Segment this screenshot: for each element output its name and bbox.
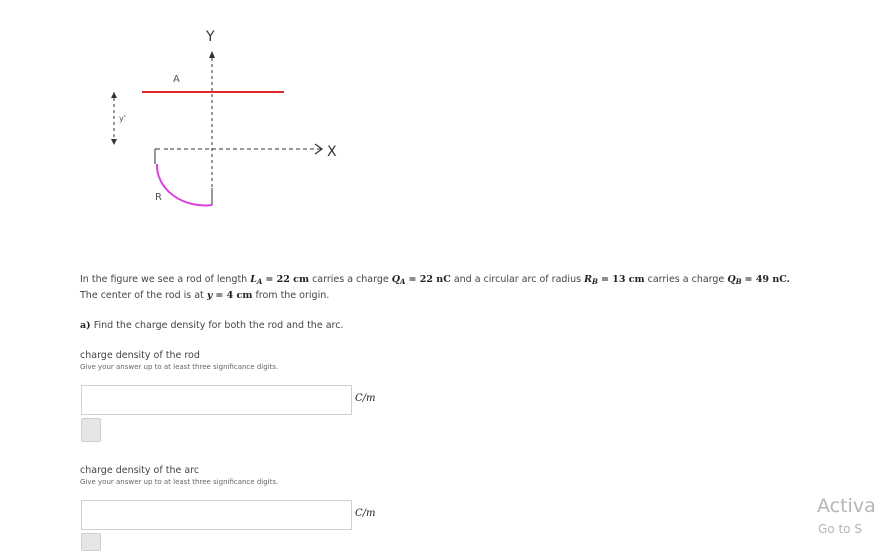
offset-arrow-up-icon bbox=[111, 92, 117, 98]
arc-charge-value: = 49 nC. bbox=[744, 274, 790, 285]
arc-radius-value: = 13 cm bbox=[600, 274, 645, 285]
y-axis-label: Y bbox=[206, 29, 215, 45]
x-axis-label: X bbox=[327, 144, 337, 160]
center-value: = 4 cm bbox=[215, 290, 253, 301]
problem-intro-text: In the figure we see a rod of length bbox=[80, 274, 248, 285]
center-symbol: y bbox=[206, 290, 213, 301]
question-hint-arc: Give your answer up to at least three significance digits. bbox=[80, 478, 279, 486]
part-a-text: Find the charge density for both the rod and the arc. bbox=[93, 320, 344, 331]
problem-text-carries: carries a charge bbox=[312, 274, 389, 285]
problem-text-carries-2: carries a charge bbox=[647, 274, 725, 285]
problem-line-2 bbox=[80, 290, 329, 301]
part-a-letter: a) bbox=[80, 320, 91, 331]
rod-length-symbol: L bbox=[250, 274, 257, 285]
problem-origin-text: from the origin. bbox=[255, 290, 330, 301]
rod-arc-figure bbox=[0, 0, 400, 230]
question-label-rod: charge density of the rod bbox=[80, 350, 200, 361]
arc-radius-subscript: B bbox=[591, 277, 598, 286]
rod-density-input[interactable] bbox=[81, 385, 352, 415]
arc-charge-symbol: Q bbox=[727, 274, 736, 285]
problem-line-1 bbox=[80, 274, 790, 286]
arc-density-input[interactable] bbox=[81, 500, 352, 530]
rod-charge-value: = 22 nC bbox=[408, 274, 451, 285]
rod-density-unit: C/m bbox=[355, 393, 376, 404]
offset-arrow-down-icon bbox=[111, 139, 117, 145]
rod-charge-symbol: Q bbox=[391, 274, 401, 285]
rod-charge-subscript: A bbox=[400, 277, 406, 286]
arc-density-unit: C/m bbox=[355, 508, 376, 519]
arc-charge-subscript: B bbox=[735, 277, 742, 286]
rod-label: A bbox=[173, 74, 180, 85]
y-axis-arrow-icon bbox=[209, 51, 215, 58]
activation-watermark-title: Activa bbox=[817, 495, 876, 517]
arc-b bbox=[157, 164, 212, 205]
rod-length-value: = 22 cm bbox=[265, 274, 310, 285]
question-label-arc: charge density of the arc bbox=[80, 465, 200, 476]
part-a-prompt bbox=[80, 320, 343, 331]
activation-watermark-subtitle: Go to S bbox=[818, 522, 862, 536]
arc-radius-symbol: R bbox=[584, 274, 592, 285]
rod-length-subscript: A bbox=[256, 277, 263, 286]
rod-density-check-button[interactable] bbox=[81, 418, 101, 442]
question-hint-rod: Give your answer up to at least three significance digits. bbox=[80, 363, 279, 371]
offset-label: y' bbox=[119, 114, 126, 123]
problem-center-text: The center of the rod is at bbox=[80, 290, 204, 301]
arc-label: R bbox=[155, 192, 162, 203]
problem-text-arc: and a circular arc of radius bbox=[453, 274, 582, 285]
arc-density-check-button[interactable] bbox=[81, 533, 101, 551]
